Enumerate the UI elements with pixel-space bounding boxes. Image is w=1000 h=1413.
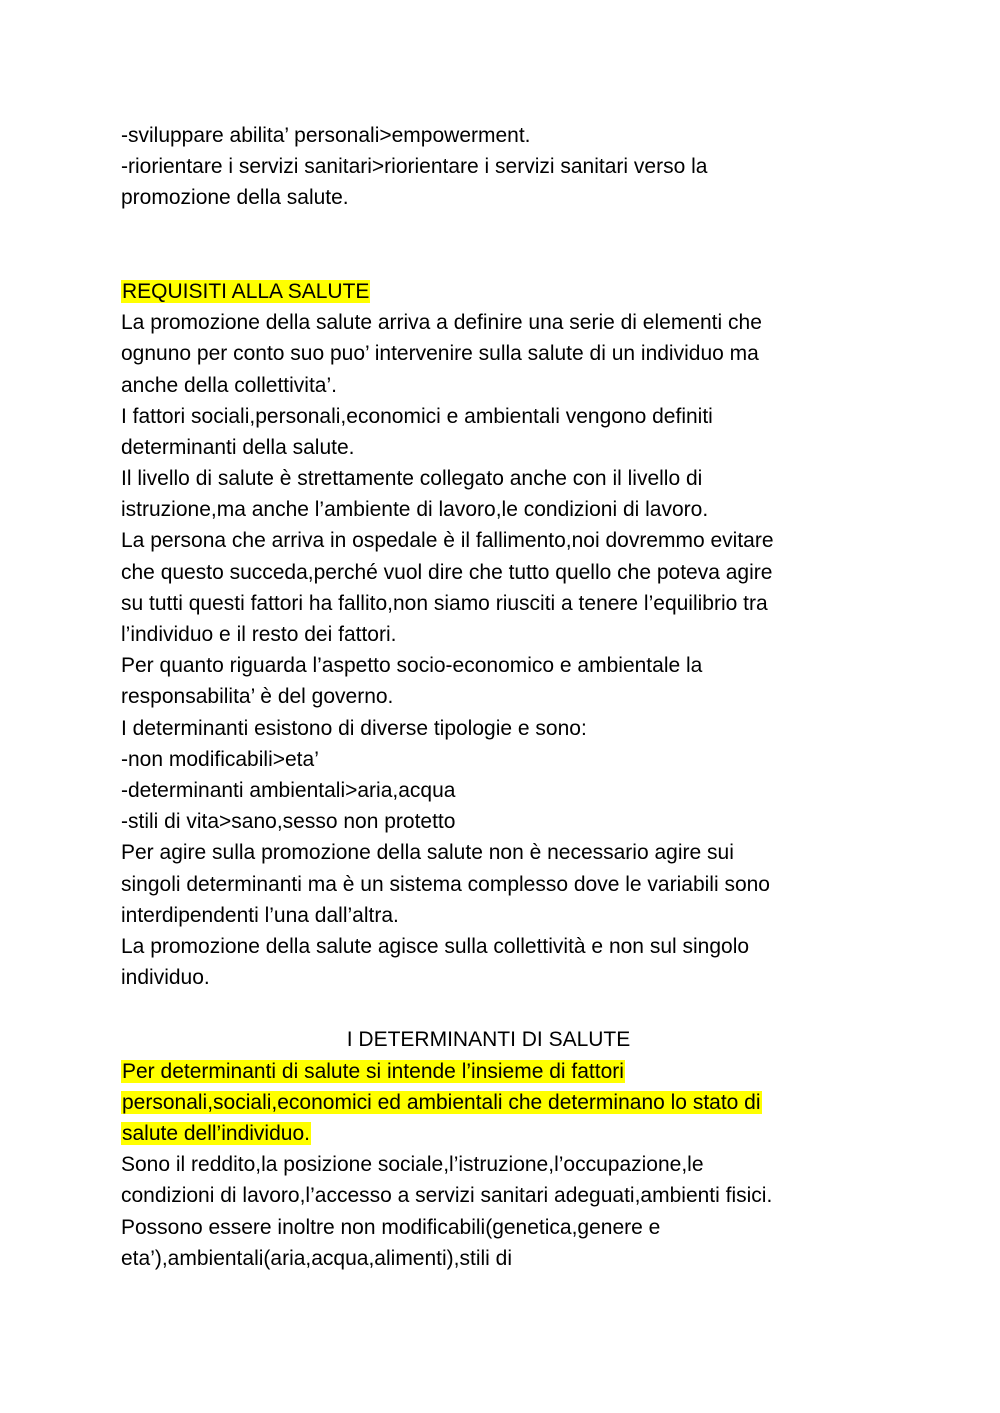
intro-block [121, 120, 881, 214]
definition-line [121, 1056, 881, 1087]
body-line: anche della collettivita’. [121, 373, 337, 397]
section-determinanti [121, 1024, 881, 1274]
definition-highlight: personali,sociali,economici ed ambientali che determinano lo stato di [122, 1090, 761, 1114]
intro-line: promozione della salute. [121, 186, 349, 210]
body-line: Per agire sulla promozione della salute non è necessario agire sui [121, 841, 734, 865]
body-line: Per quanto riguarda l’aspetto socio-economico e ambientale la [121, 654, 703, 678]
intro-line: -riorientare i servizi sanitari>riorientare i servizi sanitari verso la [121, 155, 708, 179]
section-requisiti [121, 276, 881, 993]
section-heading-requisiti: REQUISITI ALLA SALUTE [122, 279, 370, 303]
body-line: La persona che arriva in ospedale è il fallimento,noi dovremmo evitare [121, 529, 774, 553]
section-heading-line [121, 276, 881, 307]
spacer [121, 214, 881, 245]
section-heading-determinanti: I DETERMINANTI DI SALUTE [346, 1028, 631, 1052]
body-line: l’individuo e il resto dei fattori. [121, 623, 397, 646]
body-line: I fattori sociali,personali,economici e ambientali vengono definiti [121, 404, 713, 428]
body-line: individuo. [121, 966, 210, 990]
definition-line [121, 1087, 881, 1118]
body-line: Il livello di salute è strettamente collegato anche con il livello di [121, 467, 703, 491]
spacer [121, 993, 881, 1024]
spacer [121, 245, 881, 276]
body-line: ognuno per conto suo puo’ intervenire sulla salute di un individuo ma [121, 342, 759, 366]
body-line: responsabilita’ è del governo. [121, 685, 394, 709]
definition-highlight: salute dell’individuo. [122, 1122, 310, 1145]
intro-line: -sviluppare abilita’ personali>empowerment. [121, 124, 531, 147]
body-line: singoli determinanti ma è un sistema complesso dove le variabili sono [121, 872, 770, 896]
definition-highlight: Per determinanti di salute si intende l’insieme di fattori [122, 1059, 624, 1083]
body-line: La promozione della salute arriva a definire una serie di elementi che [121, 311, 762, 335]
document-page [121, 120, 881, 1274]
body-line: determinanti della salute. [121, 435, 355, 459]
body-line: condizioni di lavoro,l’accesso a servizi sanitari adeguati,ambienti fisici. [121, 1184, 773, 1208]
body-line: Possono essere inoltre non modificabili(genetica,genere e [121, 1215, 661, 1239]
body-line: interdipendenti l’una dall’altra. [121, 903, 399, 927]
body-line: istruzione,ma anche l’ambiente di lavoro,le condizioni di lavoro. [121, 498, 709, 522]
definition-line [121, 1118, 881, 1149]
body-line: su tutti questi fattori ha fallito,non siamo riusciti a tenere l’equilibrio tra [121, 591, 768, 615]
list-item: -non modificabili>eta’ [121, 747, 319, 771]
body-line: eta’),ambientali(aria,acqua,alimenti),stili di [121, 1246, 513, 1270]
list-item: -determinanti ambientali>aria,acqua [121, 778, 456, 802]
body-line: che questo succeda,perché vuol dire che tutto quello che poteva agire [121, 560, 773, 584]
body-line: La promozione della salute agisce sulla collettività e non sul singolo [121, 934, 750, 958]
body-line: Sono il reddito,la posizione sociale,l’istruzione,l’occupazione,le [121, 1153, 704, 1177]
list-item: -stili di vita>sano,sesso non protetto [121, 810, 456, 834]
body-line: I determinanti esistono di diverse tipologie e sono: [121, 716, 587, 740]
